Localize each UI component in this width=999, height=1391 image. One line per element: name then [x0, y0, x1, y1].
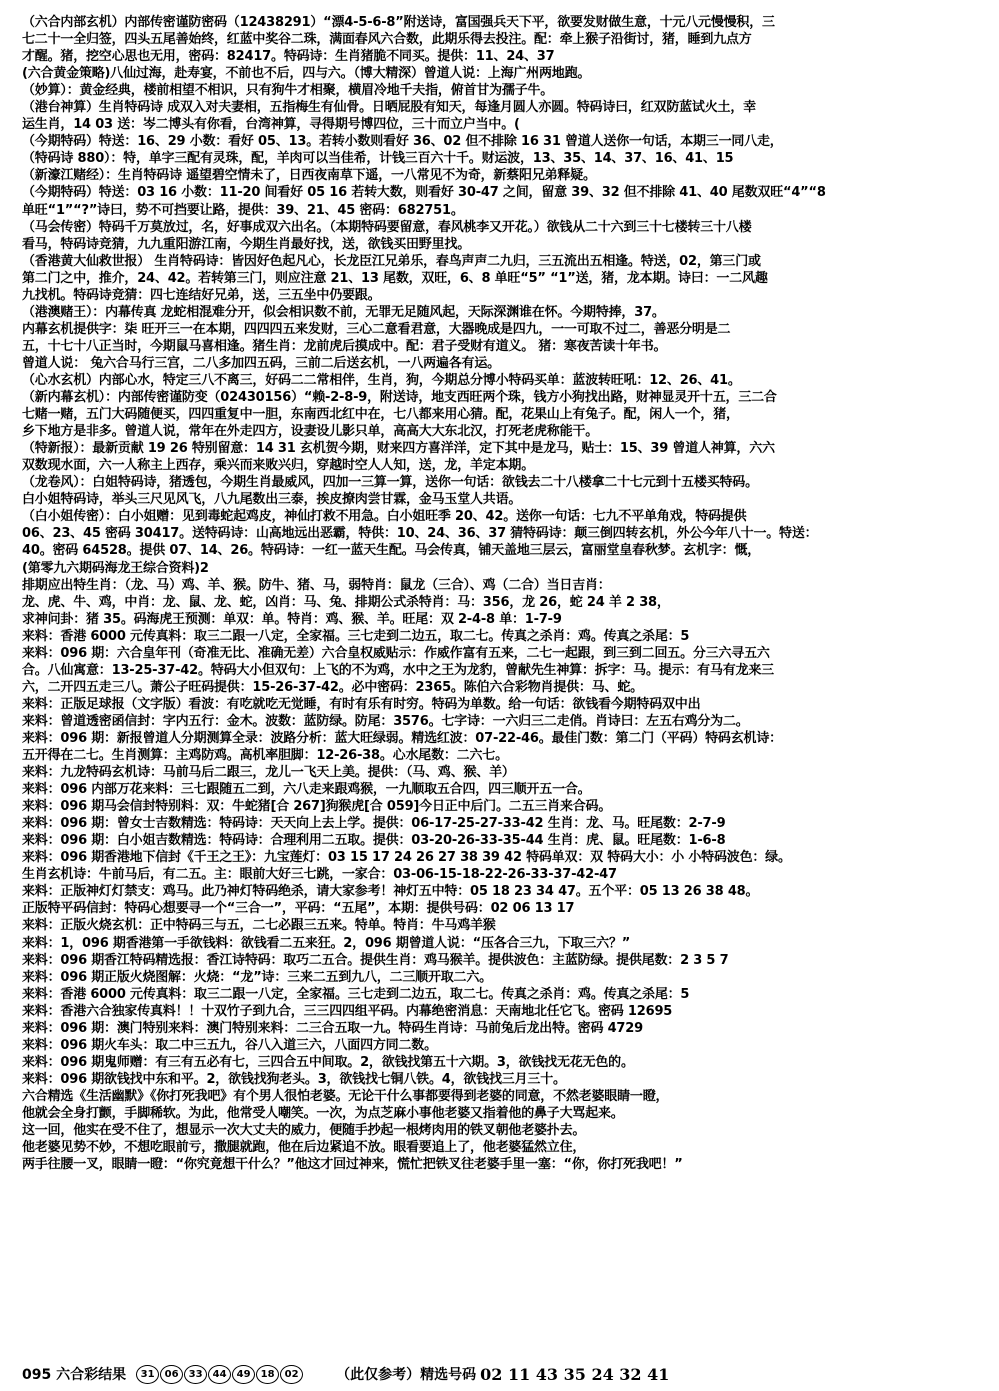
text-line: 来料：香港 6000 元传真料：取三二跟一八定，全家福。三七走到二边五，取二七。传真之杀肖：鸡。传真之杀尾：5 — [22, 986, 690, 1002]
picks-label: 精选号码 — [420, 1367, 477, 1383]
text-line: 来料：096 内部万花来料：三七跟随五二到，六八走来跟鸡猴，一九顺取五合四，四三顺开五一合。 — [22, 782, 591, 798]
text-line: 来料：096 期正版火烧图解：火烧：“龙”诗：三来二五到九八，二三顺开取二六。 — [22, 969, 492, 985]
text-line: （新濠江赌经）：生肖特码诗 遥望碧空情未了，日西夜南草下遥，一八常见不为奇，新蔡阳兄弟释疑。 — [22, 168, 596, 184]
text-line: 来料：096 期马会信封特别料：双：牛蛇猪[合 267]狗猴虎[合 059]今日正中后门。二五三肖来合码。 — [22, 799, 612, 815]
text-line: 生肖玄机诗：牛前马后，有二五。主：眼前大好三七跳，一家合：03-06-15-18-22-26-33-37-42-47 — [22, 867, 617, 883]
text-line: (六合黄金策略)八仙过海，赴寿宴，不前也不后，四与六。（博大精深）曾道人说：上海广州两地跑。 — [22, 66, 591, 82]
text-line: 来料：1，096 期香港第一手欲钱料：欲钱看二五来狂。2，096 期曾道人说：“压各合三九，下取三六？” — [22, 935, 631, 951]
text-line: 求神问卦：猪 35。码海虎王预测：单双：单。特肖：鸡、猴、羊。旺尾：双 2-4-8 单：1-7-9 — [22, 611, 562, 627]
text-line: 来料：香港 6000 元传真料：取三二跟一八定，全家福。三七走到二边五，取二七。传真之杀肖：鸡。传真之杀尾：5 — [22, 628, 690, 644]
text-line: （香港黄大仙救世报） 生肖特码诗：皆因好色起凡心，长龙臣江兄弟乐，春鸟声声二九归，三五流出五相逢。特送，02，第三门或 — [22, 253, 761, 269]
reference-note: （此仅参考） — [336, 1367, 421, 1383]
result-ball: 33 — [184, 1365, 207, 1384]
text-line: 来料：096 期鬼师赠：有三有五必有七，三四合五中间取。2，欲钱找第五十六期。3，欲钱找无花无色的。 — [22, 1054, 634, 1070]
text-line: 才醒。猪，挖空心思也无用，密码：82417。特码诗：生肖猪脆不同买。提供：11、24、37 — [22, 49, 555, 65]
text-line: 曾道人说： 兔六合马行三宫，二八多加四五码，三前二后送玄机，一八两遍各有运。 — [22, 355, 500, 371]
text-line: 来料：正版火烧玄机：正中特码三与五，二七必跟三五来。特单。特肖：牛马鸡羊猴 — [22, 918, 496, 934]
text-line: 乡下地方是非多。曾道人说，常年在外走四方，设妻设儿影只单，高高大大东北汉，打死老虎称能干。 — [22, 424, 599, 440]
result-footer — [22, 1362, 982, 1384]
text-line: 来料：096 期：六合皇年刊（奇准无比、准确无差）六合皇权威贴示：作威作富有五来，二七一起跟，到三到二回五。分三六寻五六 — [22, 645, 770, 661]
result-label: 095 六合彩结果 — [22, 1367, 127, 1383]
text-line: （港台神算）生肖特码诗 成双入对夫妻相，五指梅生有仙骨。日晒屁股有知天，每逢月圆人亦圆。特码诗曰，红双防蓝试火土，幸 — [22, 100, 756, 116]
text-line: 来料：096 期：澳门特别来料：澳门特别来料：二三合五取一九。特码生肖诗：马前兔后龙出特。密码 4729 — [22, 1020, 643, 1036]
text-line: 来料：096 期：白小姐吉数精选：特码诗：合理利用二五取。提供：03-20-26-33-35-44 生肖：虎、鼠。旺尾数：1-6-8 — [22, 833, 726, 849]
text-line: 排期应出特生肖：（龙、马）鸡、羊、猴。防牛、猪、马，弱特肖：鼠龙（三合）、鸡（二合）当日吉肖： — [22, 577, 611, 593]
text-line: 七二十一全归签，四头五尾善始终，红蓝中奖谷二珠，满面春风六合数，此期乐得去投注。配：牵上猴子沿街讨，猪，睡到九点方 — [22, 32, 752, 48]
tips-sheet — [22, 14, 982, 1384]
text-line: （心水玄机）内部心水，特定三八不离三，好码二二常相伴，生肖，狗，今期总分博小特码买单：蓝波转旺吼：12、26、41。 — [22, 372, 741, 388]
text-line: 合。八仙寓意：13-25-37-42。特码大小但双句：上飞的不为鸡，水中之王为龙豹，曾献先生神算：拆字：马。提示：有马有龙来三 — [22, 662, 774, 678]
result-ball: 44 — [208, 1365, 231, 1384]
text-line: （龙卷风）：白姐特码诗，猪透包，今期生肖最威风，四加一三算一算，送你一句话：欲钱去二十八楼拿二十七元到十五楼买特码。 — [22, 475, 758, 491]
result-ball: 18 — [256, 1365, 279, 1384]
text-line: 双数现水面，六一人称主上西存，乘兴而来败兴归，穿越时空人人知，送，龙，羊定本期。 — [22, 458, 535, 474]
text-line: 六合精选《生活幽默》《你打死我吧》有个男人很怕老婆。无论干什么事都要得到老婆的同意，不然老婆眼睛一瞪， — [22, 1088, 669, 1104]
text-line: （今期特码）特送：16、29 小数：看好 05、13。若转小数则看好 36、02 但不排除 16 31 曾道人送你一句话，本期三一同八走， — [22, 134, 783, 150]
result-ball: 02 — [280, 1365, 303, 1384]
text-body — [22, 14, 982, 1173]
text-line: （港澳赌王）：内幕传真 龙蛇相混难分开，似会相识数不前，无罪无足随风起，天际深渊谁在怀。今期特捧，37。 — [22, 304, 665, 320]
text-line: （六合内部玄机）内部传密谨防密码（12438291）“漂4-5-6-8”附送诗，富国强兵天下平，欲要发财做生意，十元八元慢慢积，三 — [22, 15, 775, 30]
text-line: 六，二开四五走三八。萧公子旺码提供：15-26-37-42。必中密码：2365。陈伯六合彩物肖提供：马、蛇。 — [22, 679, 643, 695]
text-line: 这一回，他实在受不住了，想显示一次大丈夫的威力，便随手抄起一根烤肉用的铁叉朝他老婆扑去。 — [22, 1123, 586, 1139]
text-line: （新内幕玄机）：内部传密谨防变（02430156）“赖-2-8-9，附送诗，地支西旺两个珠，钱方小狗找出路，财神显灵开十五，三二合 — [22, 390, 777, 406]
text-line: 来料：096 期香港地下信封《千王之王》：九宝莲灯：03 15 17 24 26 27 38 39 42 特码单双：双 特码大小：小 小特码波色：绿。 — [22, 850, 791, 866]
text-line: 40。密码 64528。提供 07、14、26。特码诗：一红一蓝天生配。马会传真，铺天盖地三层云，富丽堂皇春秋梦。玄机字：慨， — [22, 543, 761, 559]
text-line: 来料：九龙特码玄机诗：马前马后二跟三，龙儿一飞天上美。提供：（马、鸡、猴、羊） — [22, 765, 515, 781]
text-line: 来料：香港六合独家传真料！！十双竹子到九合，三三四四组平码。内幕绝密消息：天南地北任它飞。密码 12695 — [22, 1003, 673, 1019]
text-line: 白小姐特码诗，举头三尺见风飞，八九尾数出三泰，挨皮撩肉尝甘霖，金马玉堂人共语。 — [22, 492, 522, 508]
text-line: 他就会全身打颤，手脚稀软。为此，他常受人嘲笑。一次，为点芝麻小事他老婆又指着他的鼻子大骂起来。 — [22, 1106, 624, 1121]
text-line: 五开得在二七。生肖测算：主鸡防鸡。高机率胆脚：12-26-38。心水尾数：二六七。 — [22, 748, 508, 764]
text-line: 来料：096 期：新报曾道人分期测算全录：波路分析：蓝大旺绿弱。精选红波：07-22-46。最佳门数：第二门（平码）特码玄机诗： — [22, 730, 782, 746]
text-line: (第零九六期码海龙王综合资料)2 — [22, 560, 209, 576]
text-line: 五，十七十八正当时，今期鼠马喜相逢。猪生肖：龙前虎后摸成中。配：君子受财有道义。 猪：寒夜苦读十年书。 — [22, 338, 667, 354]
text-line: 06、23、45 密码 30417。送特码诗：山高地远出恶霸，特供：10、24、36、37 猜特码诗：颠三倒四转玄机，外公今年八十一。特送： — [22, 526, 818, 542]
text-line: 来料：正版足球报（文字版）看波：有吃就吃无觉睡，有时有乐有时穷。特码为单数。给一句话：欲钱看今期特码双中出 — [22, 696, 701, 712]
text-line: （白小姐传密）：白小姐赠：见到毒蛇起鸡皮，神仙打救不用急。白小姐旺季 20、42。送你一句话：七九不平单角戏，特码提供 — [22, 509, 747, 525]
text-line: 来料：曾道透密函信封：字内五行：金木。波数：蓝防绿。防尾：3576。七字诗：一六归三二走俏。肖诗曰：左五右鸡分为二。 — [22, 713, 749, 729]
text-line: 单旺“1”“?”诗曰，势不可挡要让路，提供：39、21、45 密码：682751。 — [22, 202, 464, 218]
text-line: 九找机。特码诗竞猜：四七连结好兄弟，送，三五坐中仍要跟。 — [22, 287, 381, 303]
text-line: 他老婆见势不妙，不想吃眼前亏，撒腿就跑，他在后边紧追不放。眼看要追上了，他老婆猛然立住， — [22, 1140, 586, 1156]
text-line: 七赌一赌，五门大码随便买，四四重复中一胆，东南西北红中在，七八都来用心猜。配，花果山上有兔子。配，闲人一个，猪， — [22, 407, 739, 423]
text-line: 两手往腰一叉，眼睛一瞪：“你究竟想干什么？”他这才回过神来，慌忙把铁叉往老婆手里一塞：“你，你打死我吧！” — [22, 1157, 683, 1173]
text-line: 来料：正版神灯灯禁支：鸡马。此乃神灯特码绝杀，请大家参考！神灯五中特：05 18 23 34 47。五个平：05 13 26 38 48。 — [22, 884, 759, 900]
picks-numbers: 02 11 43 35 24 32 41 — [480, 1364, 670, 1384]
result-ball: 49 — [232, 1365, 255, 1384]
result-ball: 06 — [160, 1365, 183, 1384]
text-line: 内幕玄机提供字：柒 旺开三一在本期，四四四五来发财，三心二意看君意，大器晚成是四九，一一可取不过二，善恶分明是二 — [22, 321, 731, 337]
text-line: 龙、虎、牛、鸡，中肖：龙、鼠、龙、蛇，凶肖：马、兔、排期公式杀特肖：马：356，龙 26，蛇 24 羊 2 38， — [22, 594, 670, 610]
text-line: 来料：096 期欲钱找中东和平。2，欲钱找狗老头。3，欲钱找七铜八铁。4，欲钱找三月三十。 — [22, 1071, 566, 1087]
text-line: （特新报）：最新贡献 19 26 特别留意：14 31 玄机贺今期，财来四方喜洋洋，定下其中是龙马，贴士：15、39 曾道人神算，六六 — [22, 441, 775, 457]
text-line: （特码诗 880）：特，单字三配有灵珠，配，羊肉可以当佳希，计钱三百六十千。财运波，13、35、14、37、16、41、15 — [22, 151, 734, 167]
text-line: 第二门之中，推介，24、42。若转第三门，则应注意 21、13 尾数，双旺，6、8 单旺“5” “1”送，猪，龙本期。诗曰：一二风趣 — [22, 270, 768, 286]
result-balls — [136, 1365, 304, 1384]
text-line: 正版特平码信封：特码心想要寻一个“三合一”，平码：“五尾”，本期：提供号码：02 06 13 17 — [22, 901, 575, 917]
text-line: 看马，特码诗竞猜，九九重阳游江南，今期生肖最好找，送，欲钱买田野里找。 — [22, 236, 471, 252]
text-line: （马会传密）特码千万莫放过，名，好事成双六出名。（本期特码要留意，春风桃李又开花。）欲钱从二十六到三十七楼转三十八楼 — [22, 219, 752, 235]
result-ball: 31 — [136, 1365, 159, 1384]
text-line: 运生肖，14 03 送：岑二博头有你看，台湾神算，寻得期号博四位，三十而立户当中。( — [22, 117, 520, 133]
text-line: 来料：096 期香江特码精选报：香江诗特码：取巧二五合。提供生肖：鸡马猴羊。提供波色：主蓝防绿。提供尾数：2 3 5 7 — [22, 952, 729, 968]
text-line: 来料：096 期：曾女士吉数精选：特码诗：天天向上去上学。提供：06-17-25-27-33-42 生肖：龙、马。旺尾数：2-7-9 — [22, 816, 726, 832]
text-line: （今期特码）特送：03 16 小数：11-20 间看好 05 16 若转大数，则看好 30-47 之间，留意 39、32 但不排除 41、40 尾数双旺“4”“8 — [22, 185, 826, 201]
text-line: （妙算）：黄金经典，楼前相望不相识，只有狗牛才相聚，横眉冷地千夫指，俯首甘为孺子牛。 — [22, 83, 554, 99]
text-line: 来料：096 期火车头：取二中三五九，谷八入道三六，八面四方同二数。 — [22, 1037, 437, 1053]
